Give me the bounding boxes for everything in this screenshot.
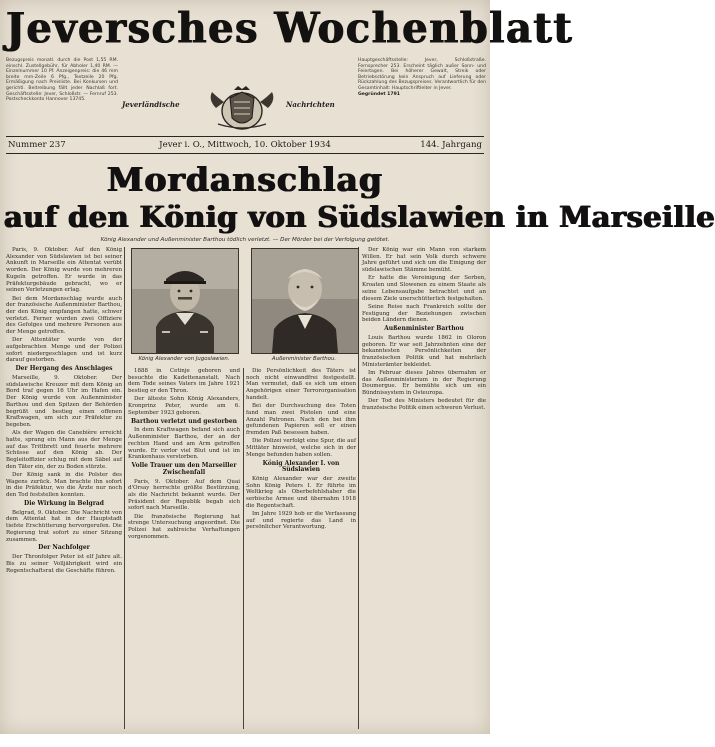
motto-right: Nachrichten bbox=[286, 100, 335, 109]
article-paragraph: Der Attentäter wurde von der aufgebrachten Menge und der Polizei sofort niedergeschlagen und ist kurz darauf gestorben. bbox=[6, 337, 122, 364]
headline-line-1: Mordanschlag bbox=[106, 160, 384, 199]
article-column-right bbox=[362, 247, 486, 728]
section-heading: Barthou verletzt und gestorben bbox=[130, 417, 238, 425]
masthead-title: Jeversches Wochenblatt bbox=[6, 3, 574, 54]
photo-caption-barthou: Außenminister Barthou. bbox=[271, 356, 337, 362]
coat-of-arms-icon bbox=[204, 84, 280, 132]
headline-subtitle: König Alexander und Außenminister Barthou tödlich verletzt. — Der Mörder bei der Verfolgung getötet. bbox=[100, 237, 390, 243]
section-heading: König Alexander I. von Südslawien bbox=[262, 459, 340, 474]
ear-left-text: Bezugspreis monatl. durch die Post 1,55 RM. einschl. Zustellgebühr, für Abholer 1,40 RM. — Einzelnummer 10 Pf. Anzeigenpreis: die 46 mm breite mm-Zeile 6 Pfg., Textzeile 20 Pfg. Ermäßigung nach Preisliste. Bei Konkursen und gerichtl. Beitreibung fällt jeder Nachlaß fort. Geschäftsstelle: Jever, Schloßstr. — Fernruf 253. Postscheckkonto Hannover 13745. bbox=[6, 58, 118, 103]
ear-right-text: Hauptgeschäftsstelle: Jever, Schloßstraße. Fernsprecher 253. Erscheint täglich außer Sonn- und Feiertagen. Bei höherer Gewalt, Streik oder Betriebsstörung kein Anspruch auf Lieferung oder Rückzahlung des Bezugspreises. Verantwortlich für den Gesamtinhalt: Hauptschriftleiter in Jever. bbox=[358, 58, 486, 91]
article-column-center-b bbox=[246, 368, 356, 728]
article-paragraph: Bei dem Mordanschlag wurde auch der französische Außenminister Barthou, der den König empfangen hatte, schwer verletzt. Ferner wurden zwei Offiziere des Gefolges und mehrere Personen aus der Menge getroffen. bbox=[6, 295, 122, 336]
article-paragraph: Im Jahre 1929 hob er die Verfassung auf und regierte das Land in persönlicher Verantwortung. bbox=[246, 511, 356, 531]
article-paragraph: Er hatte die Vereinigung der Serben, Kroaten und Slowenen zu einem Staate als seine Lebensaufgabe betrachtet und an diesem Ziele unerschütterlich festgehalten. bbox=[362, 275, 486, 302]
section-heading: Die Wirkung in Belgrad bbox=[24, 500, 104, 508]
article-paragraph: 1888 in Cetinje geboren und besuchte die Kadettenanstalt. Nach dem Tode seines Vaters im Jahre 1921 bestieg er den Thron. bbox=[128, 368, 240, 395]
article-column-left bbox=[6, 247, 122, 728]
section-heading: Außenminister Barthou bbox=[384, 325, 464, 333]
dateline-issue: Nummer 237 bbox=[8, 140, 66, 150]
portrait-image bbox=[132, 249, 238, 353]
article-paragraph: Der Tod des Ministers bedeutet für die französische Politik einen schweren Verlust. bbox=[362, 398, 486, 412]
photo-caption-king: König Alexander von Jugoslawien. bbox=[138, 356, 230, 362]
article-paragraph: Paris, 9. Oktober. Auf den König Alexander von Südslawien ist bei seiner Ankunft in Marseille ein Attentat verübt worden. Der König wurde von mehreren Kugeln getroffen. Er wurde in das Präfekturgebäude gebracht, wo er seinen Verletzungen erlag. bbox=[6, 247, 122, 294]
article-paragraph: Der König war ein Mann von starkem Willen. Er hat sein Volk durch schwere Jahre geführt und sich um die Einigung der südslawischen Stämme bemüht. bbox=[362, 247, 486, 274]
article-paragraph: Die Polizei verfolgt eine Spur, die auf Mittäter hinweist, welche sich in der Menge befunden haben sollen. bbox=[246, 438, 356, 458]
article-paragraph: Louis Barthou wurde 1862 in Oloron geboren. Er war seit Jahrzehnten eine der bekanntesten Persönlichkeiten der französischen Politik und hat mehrfach Ministerämter bekleidet. bbox=[362, 334, 486, 368]
section-heading: Der Hergang des Anschlages bbox=[15, 365, 113, 373]
ear-right bbox=[358, 58, 486, 124]
article-paragraph: Seine Reise nach Frankreich sollte der Festigung der Beziehungen zwischen beiden Ländern dienen. bbox=[362, 303, 486, 324]
column-rule bbox=[243, 368, 244, 729]
ear-left bbox=[6, 58, 118, 124]
article-paragraph: In dem Kraftwagen befand sich auch Außenminister Barthou, der an der rechten Hand und am Arm getroffen wurde. Er verlor viel Blut und ist im Krankenhaus verstorben. bbox=[128, 427, 240, 461]
photo-king-alexander bbox=[131, 248, 239, 354]
article-paragraph: Der älteste Sohn König Alexanders, Kronprinz Peter, wurde am 6. September 1923 geboren. bbox=[128, 396, 240, 416]
article-paragraph: König Alexander war der zweite Sohn König Peters I. Er führte im Weltkrieg als Oberbefehlshaber die serbische Armee und übernahm 1918 die Regentschaft. bbox=[246, 475, 356, 509]
article-paragraph: Bei der Durchsuchung des Toten fand man zwei Pistolen und eine Anzahl Patronen. Nach den bei ihm gefundenen Papieren soll er einen fremden Paß besessen haben. bbox=[246, 403, 356, 436]
article-paragraph: Marseille, 9. Oktober. Der südslawische Kreuzer mit dem König an Bord traf gegen 16 Uhr im Hafen ein. Der König wurde von Außenminister Barthou und den Spitzen der Behörden begrüßt und bestieg einen offenen Kraftwagen, um sich zur Präfektur zu begeben. bbox=[6, 375, 122, 428]
article-paragraph: Im Februar dieses Jahres übernahm er das Außenministerium in der Regierung Doumergue. Er bemühte sich um ein Bündnissystem in Osteuropa. bbox=[362, 369, 486, 397]
article-paragraph: Die französische Regierung hat strenge Untersuchung angeordnet. Die Polizei hat zahlreiche Verhaftungen vorgenommen. bbox=[128, 513, 240, 540]
article-paragraph: Der Thronfolger Peter ist elf Jahre alt. Bis zu seiner Volljährigkeit wird ein Regentschaftsrat die Geschäfte führen. bbox=[6, 554, 122, 574]
article-paragraph: Der König sank in die Polster des Wagens zurück. Man brachte ihn sofort in die Präfektur, wo die Ärzte nur noch den Tod feststellen konnten. bbox=[6, 472, 122, 499]
headline-line-2: auf den König von Südslawien in Marseille bbox=[4, 200, 715, 234]
article-paragraph: Belgrad, 9. Oktober. Die Nachricht von dem Attentat hat in der Hauptstadt tiefste Erschütterung hervorgerufen. Die Regierung trat sofort zu einer Sitzung zusammen. bbox=[6, 509, 122, 543]
section-heading: Der Nachfolger bbox=[38, 544, 90, 552]
portrait-image bbox=[252, 249, 358, 353]
photo-barthou bbox=[251, 248, 359, 354]
dateline-place-date: Jever i. O., Mittwoch, 10. Oktober 1934 bbox=[159, 140, 331, 150]
column-rule bbox=[124, 247, 125, 729]
article-paragraph: Die Persönlichkeit des Täters ist noch nicht einwandfrei festgestellt. Man vermutet, daß es sich um einen Angehörigen einer Terrororganisation handelt. bbox=[246, 368, 356, 401]
article-paragraph: Paris, 9. Oktober. Auf dem Quai d'Orsay herrschte größte Bestürzung, als die Nachricht bekannt wurde. Der Präsident der Republik begab sich sofort nach Marseille. bbox=[128, 478, 240, 512]
dateline-year: 144. Jahrgang bbox=[420, 140, 482, 150]
section-heading: Volle Trauer um den Marseiller Zwischenfall bbox=[131, 462, 237, 476]
motto-left: Jeverländische bbox=[122, 100, 180, 109]
article-column-center-a bbox=[128, 368, 240, 728]
ear-right-bold: Gegründet 1791 bbox=[358, 91, 400, 97]
article-paragraph: Als der Wagen die Canebière erreicht hatte, sprang ein Mann aus der Menge auf das Trittbrett und feuerte mehrere Schüsse auf den König ab. Der Begleitoffizier schlug mit dem Säbel auf den Täter ein, der zu Boden stürzte. bbox=[6, 430, 122, 470]
dateline bbox=[6, 136, 484, 154]
